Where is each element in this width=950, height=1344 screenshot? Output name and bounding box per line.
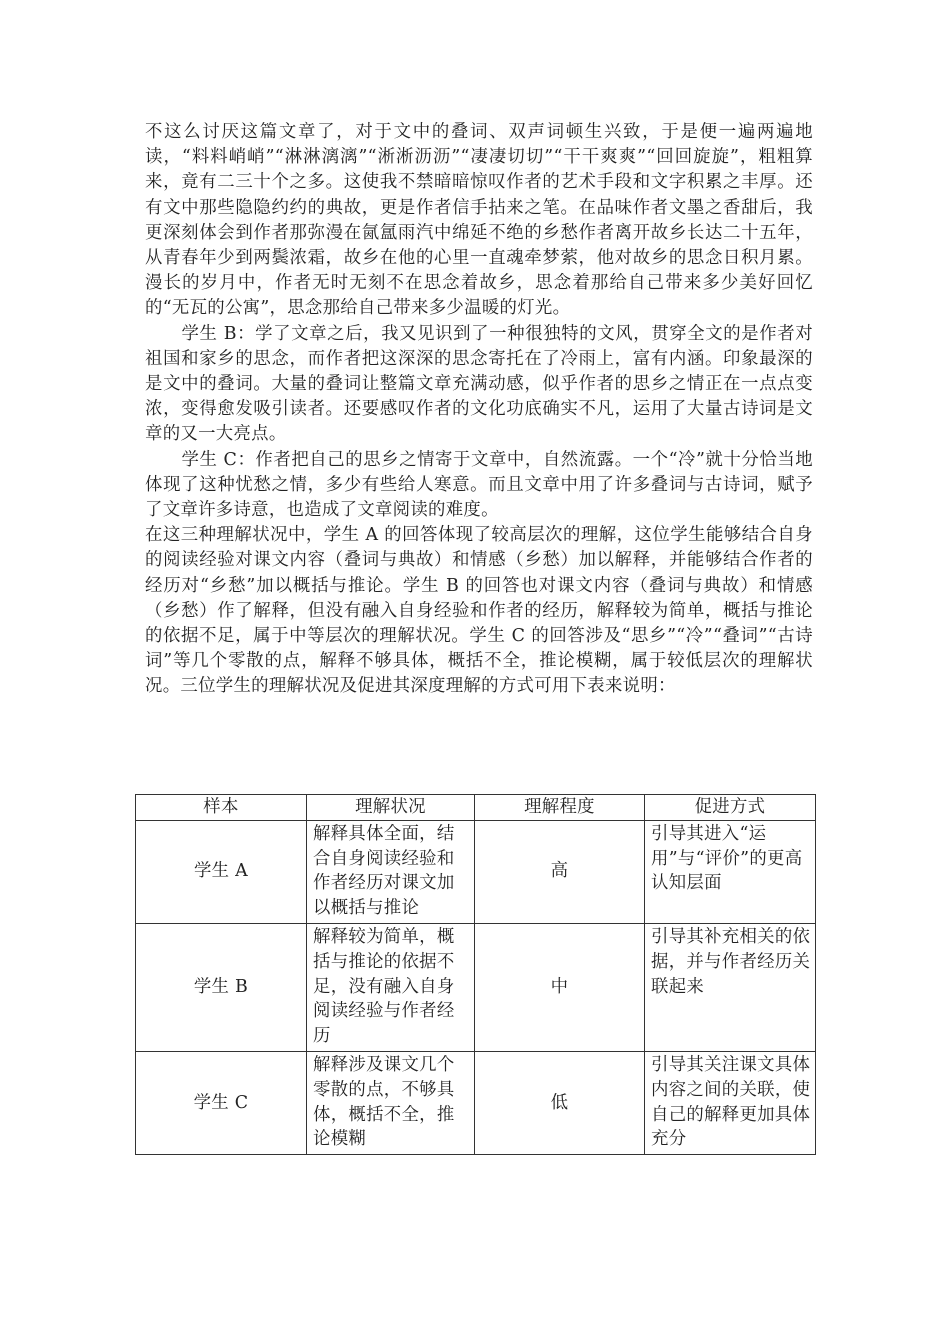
header-level: 理解程度 bbox=[475, 795, 645, 821]
table-header-row bbox=[136, 795, 816, 821]
cell-sample: 学生 C bbox=[136, 1051, 307, 1154]
comprehension-table bbox=[135, 794, 816, 1155]
cell-method: 引导其补充相关的依据，并与作者经历关联起来 bbox=[645, 923, 816, 1051]
table-row bbox=[136, 820, 816, 923]
cell-status: 解释涉及课文几个零散的点，不够具体，概括不全，推论模糊 bbox=[307, 1051, 475, 1154]
cell-level: 低 bbox=[475, 1051, 645, 1154]
header-method: 促进方式 bbox=[645, 795, 816, 821]
paragraph-student-c: 学生 C：作者把自己的思乡之情寄于文章中，自然流露。一个“冷”就十分恰当地体现了这种忧愁之情，多少有些给人寒意。而且文章中用了许多叠词与古诗词，赋予了文章许多诗意，也造成了文章阅读的难度。 bbox=[145, 449, 813, 521]
table-row bbox=[136, 923, 816, 1051]
paragraph-student-a-continued: 不这么讨厌这篇文章了，对于文中的叠词、双声词顿生兴致，于是便一遍两遍地读，“料料峭峭”“淋淋漓漓”“淅淅沥沥”“凄凄切切”“干干爽爽”“回回旋旋”，粗粗算来，竟有二三十个之多。这使我不禁暗暗惊叹作者的艺术手段和文字积累之丰厚。还有文中那些隐隐约约的典故，更是作者信手拈来之笔。在品味作者文墨之香甜后，我更深刻体会到作者那弥漫在氤氲雨汽中绵延不绝的乡愁作者离开故乡长达二十五年，从青春年少到两鬓浓霜，故乡在他的心里一直魂牵梦萦，他对故乡的思念日积月累。漫长的岁月中，作者无时无刻不在思念着故乡，思念着那给自己带来多少美好回忆的“无瓦的公寓”，思念那给自己带来多少温暖的灯光。 bbox=[145, 122, 813, 319]
table-row bbox=[136, 1051, 816, 1154]
cell-status: 解释较为简单，概括与推论的依据不足，没有融入自身阅读经验与作者经历 bbox=[307, 923, 475, 1051]
header-status: 理解状况 bbox=[307, 795, 475, 821]
paragraph-analysis: 在这三种理解状况中，学生 A 的回答体现了较高层次的理解，这位学生能够结合自身的阅读经验对课文内容（叠词与典故）和情感（乡愁）加以解释，并能够结合作者的经历对“乡愁”加以概括与推论。学生 B 的回答也对课文内容（叠词与典故）和情感（乡愁）作了解释，但没有融入自身经验和作者的经历，解释较为简单，概括与推论的依据不足，属于中等层次的理解状况。学生 C 的回答涉及“思乡”“冷”“叠词”“古诗词”等几个零散的点，解释不够具体，概括不全，推论模糊，属于较低层次的理解状况。三位学生的理解状况及促进其深度理解的方式可用下表来说明： bbox=[145, 525, 813, 697]
cell-sample: 学生 A bbox=[136, 820, 307, 923]
body-text bbox=[145, 120, 813, 700]
cell-status: 解释具体全面，结合自身阅读经验和作者经历对课文加以概括与推论 bbox=[307, 820, 475, 923]
header-sample: 样本 bbox=[136, 795, 307, 821]
cell-method: 引导其关注课文具体内容之间的关联，使自己的解释更加具体充分 bbox=[645, 1051, 816, 1154]
cell-method: 引导其进入“运用”与“评价”的更高认知层面 bbox=[645, 820, 816, 923]
cell-level: 中 bbox=[475, 923, 645, 1051]
cell-level: 高 bbox=[475, 820, 645, 923]
cell-sample: 学生 B bbox=[136, 923, 307, 1051]
paragraph-student-b: 学生 B：学了文章之后，我又见识到了一种很独特的文风，贯穿全文的是作者对祖国和家乡的思念，而作者把这深深的思念寄托在了冷雨上，富有内涵。印象最深的是文中的叠词。大量的叠词让整篇文章充满动感，似乎作者的思乡之情正在一点点变浓，变得愈发吸引读者。还要感叹作者的文化功底确实不凡，运用了大量古诗词是文章的又一大亮点。 bbox=[145, 323, 813, 445]
